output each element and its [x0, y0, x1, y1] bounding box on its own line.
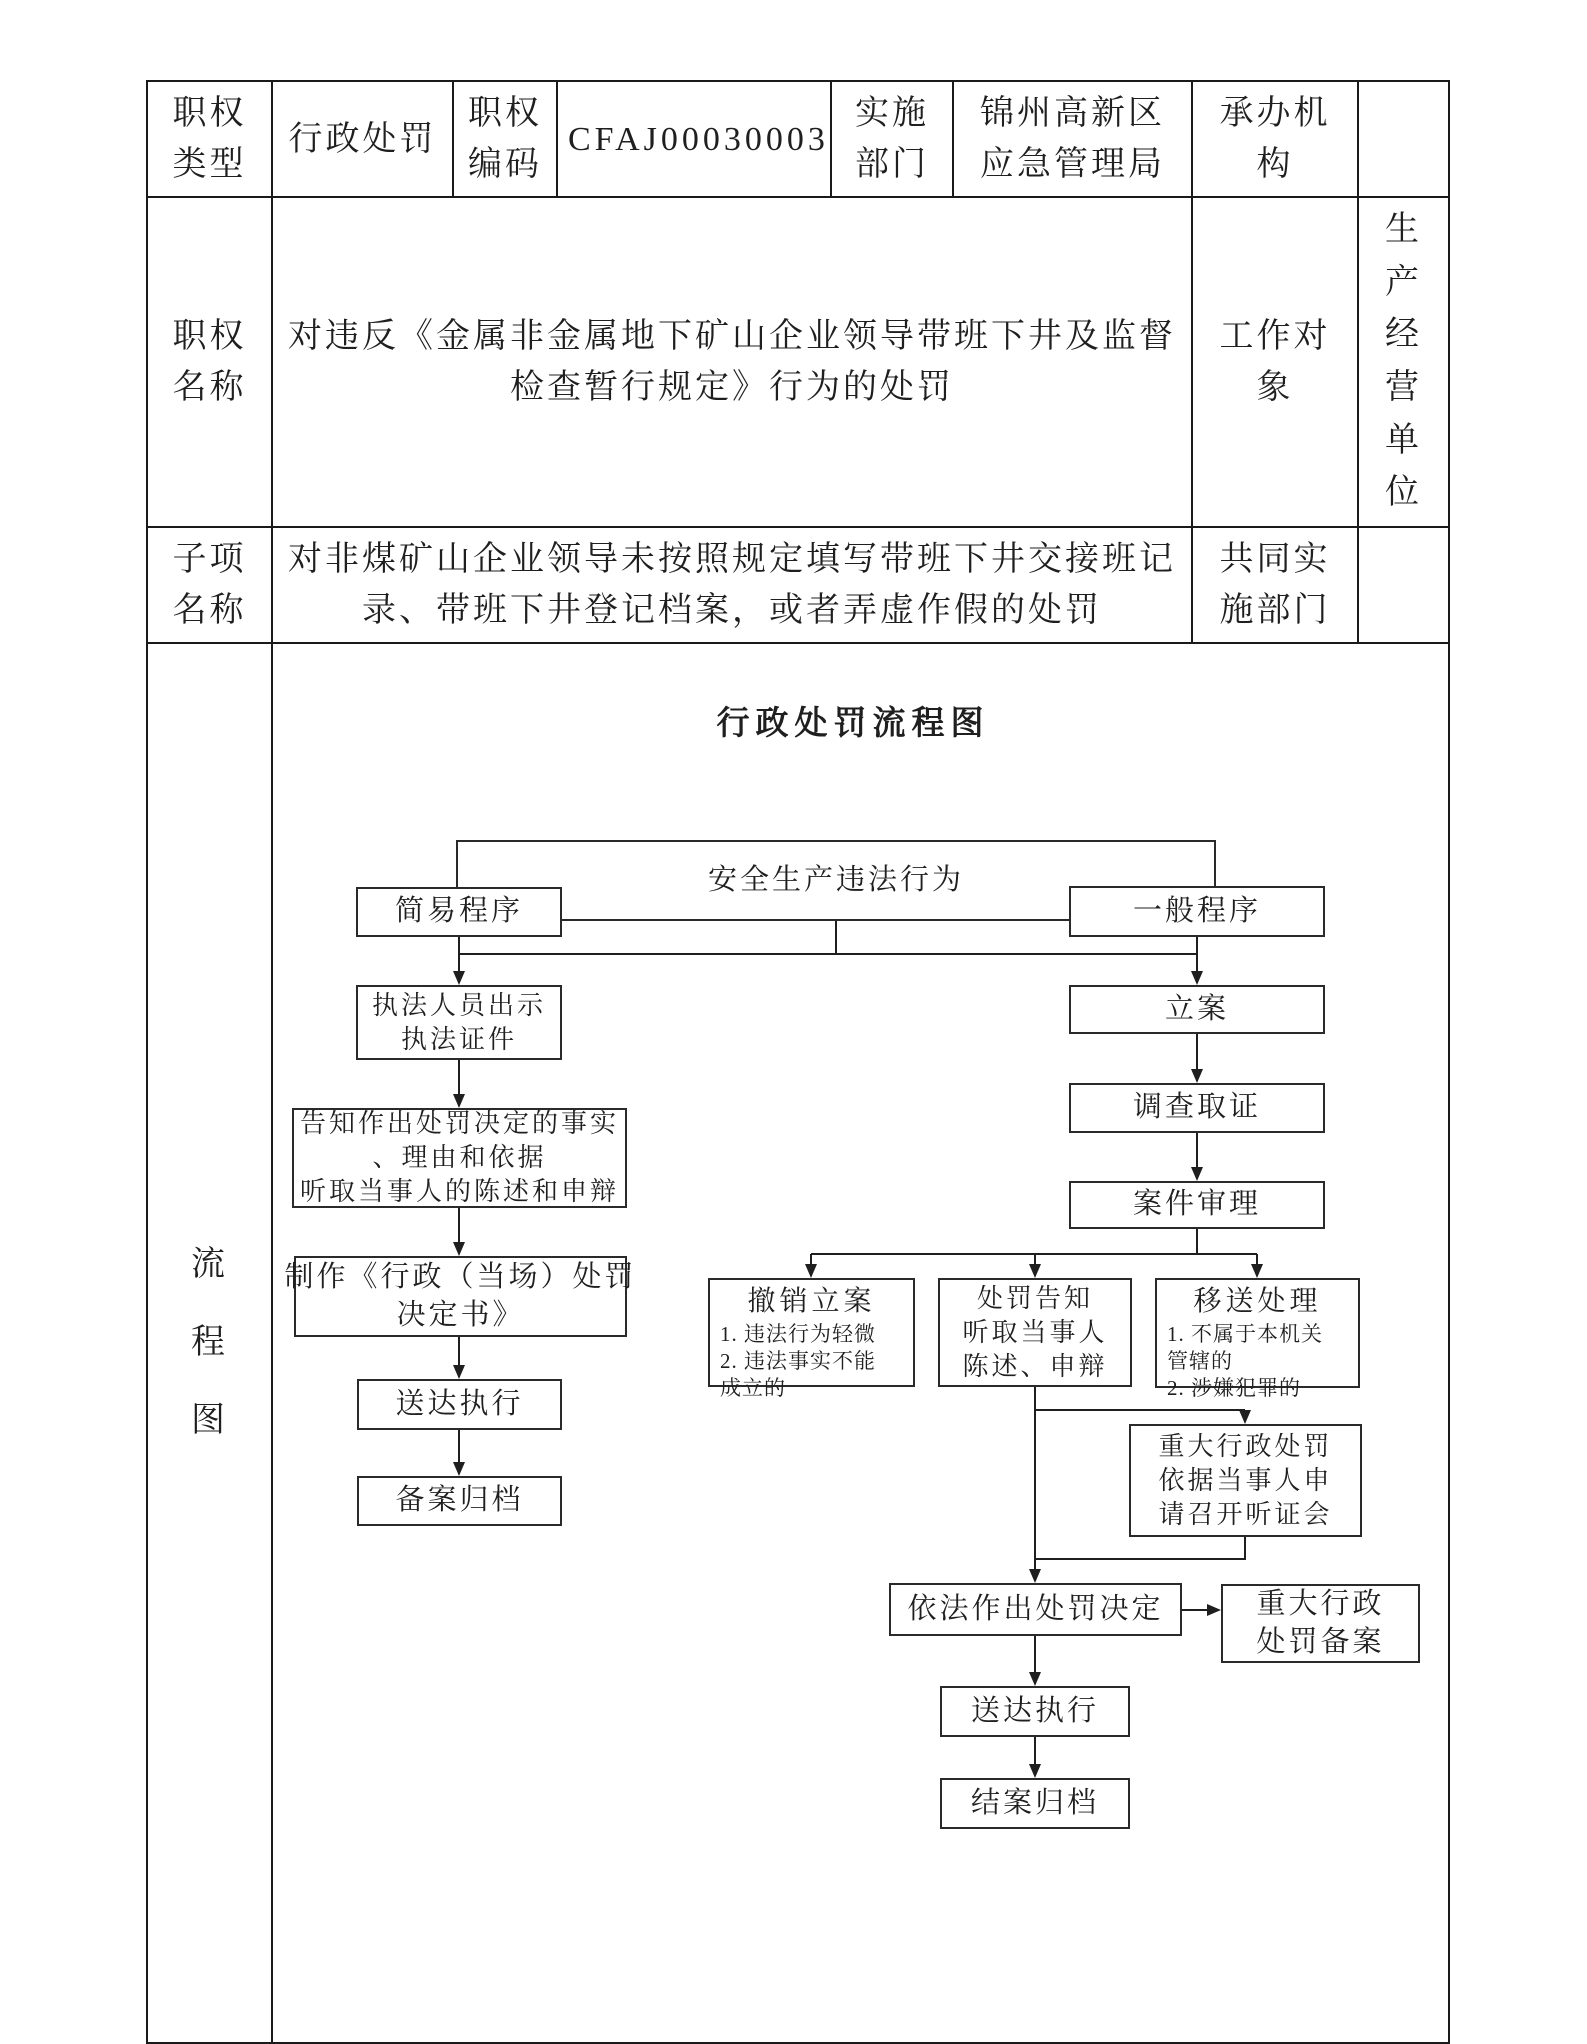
authority-name-value: 对违反《金属非金属地下矿山企业领导带班下井及监督检查暂行规定》行为的处罚 — [272, 197, 1192, 527]
flow-node-make-onsite-decision — [284, 1256, 637, 1337]
flowchart-title: 行政处罚流程图 — [716, 706, 990, 743]
flow-node-general-procedure-label: 一般程序 — [1132, 894, 1261, 927]
flow-node-line: 案件审理 — [1132, 1188, 1261, 1221]
authority-info-table — [146, 80, 1450, 2044]
flow-node-transfer-handling — [1155, 1278, 1360, 1401]
flow-node-line: 执法人员出示 — [371, 990, 546, 1020]
flow-node-deliver-execute-simple — [357, 1379, 562, 1430]
authority-code-label: 职权编码 — [453, 81, 557, 197]
flow-node-line: 重大行政 — [1256, 1587, 1385, 1620]
flow-node-line: 立案 — [1164, 992, 1229, 1025]
flow-node-line: 处罚备案 — [1256, 1625, 1385, 1658]
flow-node-deliver-execute-general — [940, 1686, 1130, 1737]
flow-node-investigation — [1069, 1083, 1325, 1133]
authority-name-label: 职权名称 — [147, 197, 272, 527]
flow-node-line: 、理由和依据 — [372, 1143, 547, 1173]
handling-org-label: 承办机构 — [1192, 81, 1358, 197]
flow-node-line: 调查取证 — [1132, 1091, 1261, 1124]
flow-node-start-label: 安全生产违法行为 — [707, 863, 964, 896]
flow-node-simple-procedure — [356, 887, 562, 937]
flow-node-line: 执法证件 — [400, 1024, 517, 1054]
table-row — [147, 527, 1449, 643]
flow-node-make-penalty-decision — [889, 1583, 1182, 1636]
table-row — [147, 81, 1449, 197]
flow-node-detail: 1. 不属于本机关 — [1167, 1321, 1323, 1346]
flow-node-line: 送达执行 — [970, 1694, 1099, 1727]
flow-node-penalty-notice — [938, 1278, 1132, 1387]
flow-node-detail: 1. 违法行为轻微 — [720, 1321, 876, 1346]
flow-node-revoke-filing — [708, 1278, 915, 1401]
flowchart — [273, 644, 1449, 2043]
flow-node-hearing — [1129, 1424, 1362, 1537]
sub-item-name-label: 子项名称 — [147, 527, 272, 643]
flowchart-cell — [272, 643, 1449, 2043]
flow-node-revoke-filing-title: 撤销立案 — [747, 1286, 876, 1318]
sub-item-name-value: 对非煤矿山企业领导未按照规定填写带班下井交接班记录、带班下井登记档案，或者弄虚作假的处罚 — [272, 527, 1192, 643]
flow-node-line: 告知作出处罚决定的事实 — [299, 1109, 619, 1139]
flow-node-line: 结案归档 — [970, 1786, 1099, 1819]
work-object-label: 工作对象 — [1192, 197, 1358, 527]
flow-node-line: 听取当事人 — [962, 1317, 1108, 1347]
implementing-dept-value: 锦州高新区应急管理局 — [953, 81, 1192, 197]
joint-implementing-dept-label: 共同实施部门 — [1192, 527, 1358, 643]
flow-node-close-archive — [940, 1778, 1130, 1829]
authority-type-label: 职权类型 — [147, 81, 272, 197]
flow-node-case-review — [1069, 1181, 1325, 1229]
flow-node-line: 重大行政处罚 — [1158, 1431, 1333, 1461]
flow-node-detail: 2. 违法事实不能 — [720, 1348, 876, 1373]
flow-node-general-procedure — [1069, 886, 1325, 937]
flow-node-line: 备案归档 — [395, 1484, 524, 1517]
flowchart-row-label — [147, 643, 272, 2043]
flow-node-detail: 2. 涉嫌犯罪的 — [1167, 1376, 1301, 1401]
flow-node-line: 依法作出处罚决定 — [907, 1592, 1164, 1625]
flow-node-line: 决定书》 — [396, 1298, 525, 1331]
flow-node-detail: 管辖的 — [1167, 1348, 1233, 1373]
flow-node-simple-procedure-label: 简易程序 — [394, 895, 523, 928]
flow-node-transfer-handling-title: 移送处理 — [1193, 1286, 1322, 1318]
flow-node-line: 陈述、申辩 — [962, 1351, 1108, 1381]
table-row — [147, 643, 1449, 2043]
flow-node-major-penalty-record — [1221, 1584, 1420, 1663]
work-object-value — [1358, 197, 1449, 527]
flow-node-line: 请召开听证会 — [1158, 1499, 1333, 1529]
flow-node-line: 送达执行 — [395, 1387, 524, 1420]
work-object-vertical-text: 生产经营单位 — [1385, 211, 1422, 512]
flow-node-line: 制作《行政（当场）处罚 — [284, 1260, 637, 1293]
flow-node-detail: 成立的 — [720, 1376, 786, 1401]
flow-node-record-archive — [357, 1476, 562, 1526]
handling-org-value — [1358, 81, 1449, 197]
flow-node-line: 听取当事人的陈述和申辩 — [299, 1177, 619, 1207]
table-row — [147, 197, 1449, 527]
flow-node-line: 处罚告知 — [976, 1283, 1093, 1313]
flow-node-inform-decision — [292, 1108, 627, 1208]
flow-node-case-filing — [1069, 985, 1325, 1034]
joint-implementing-dept-value — [1358, 527, 1449, 643]
authority-code-value: CFAJ00030003 — [557, 81, 831, 197]
flow-node-show-credentials — [356, 985, 562, 1060]
authority-type-value: 行政处罚 — [272, 81, 453, 197]
flow-node-line: 依据当事人申 — [1158, 1465, 1333, 1495]
implementing-dept-label: 实施部门 — [831, 81, 953, 197]
flowchart-row-label-text: 流程图 — [191, 1245, 228, 1440]
